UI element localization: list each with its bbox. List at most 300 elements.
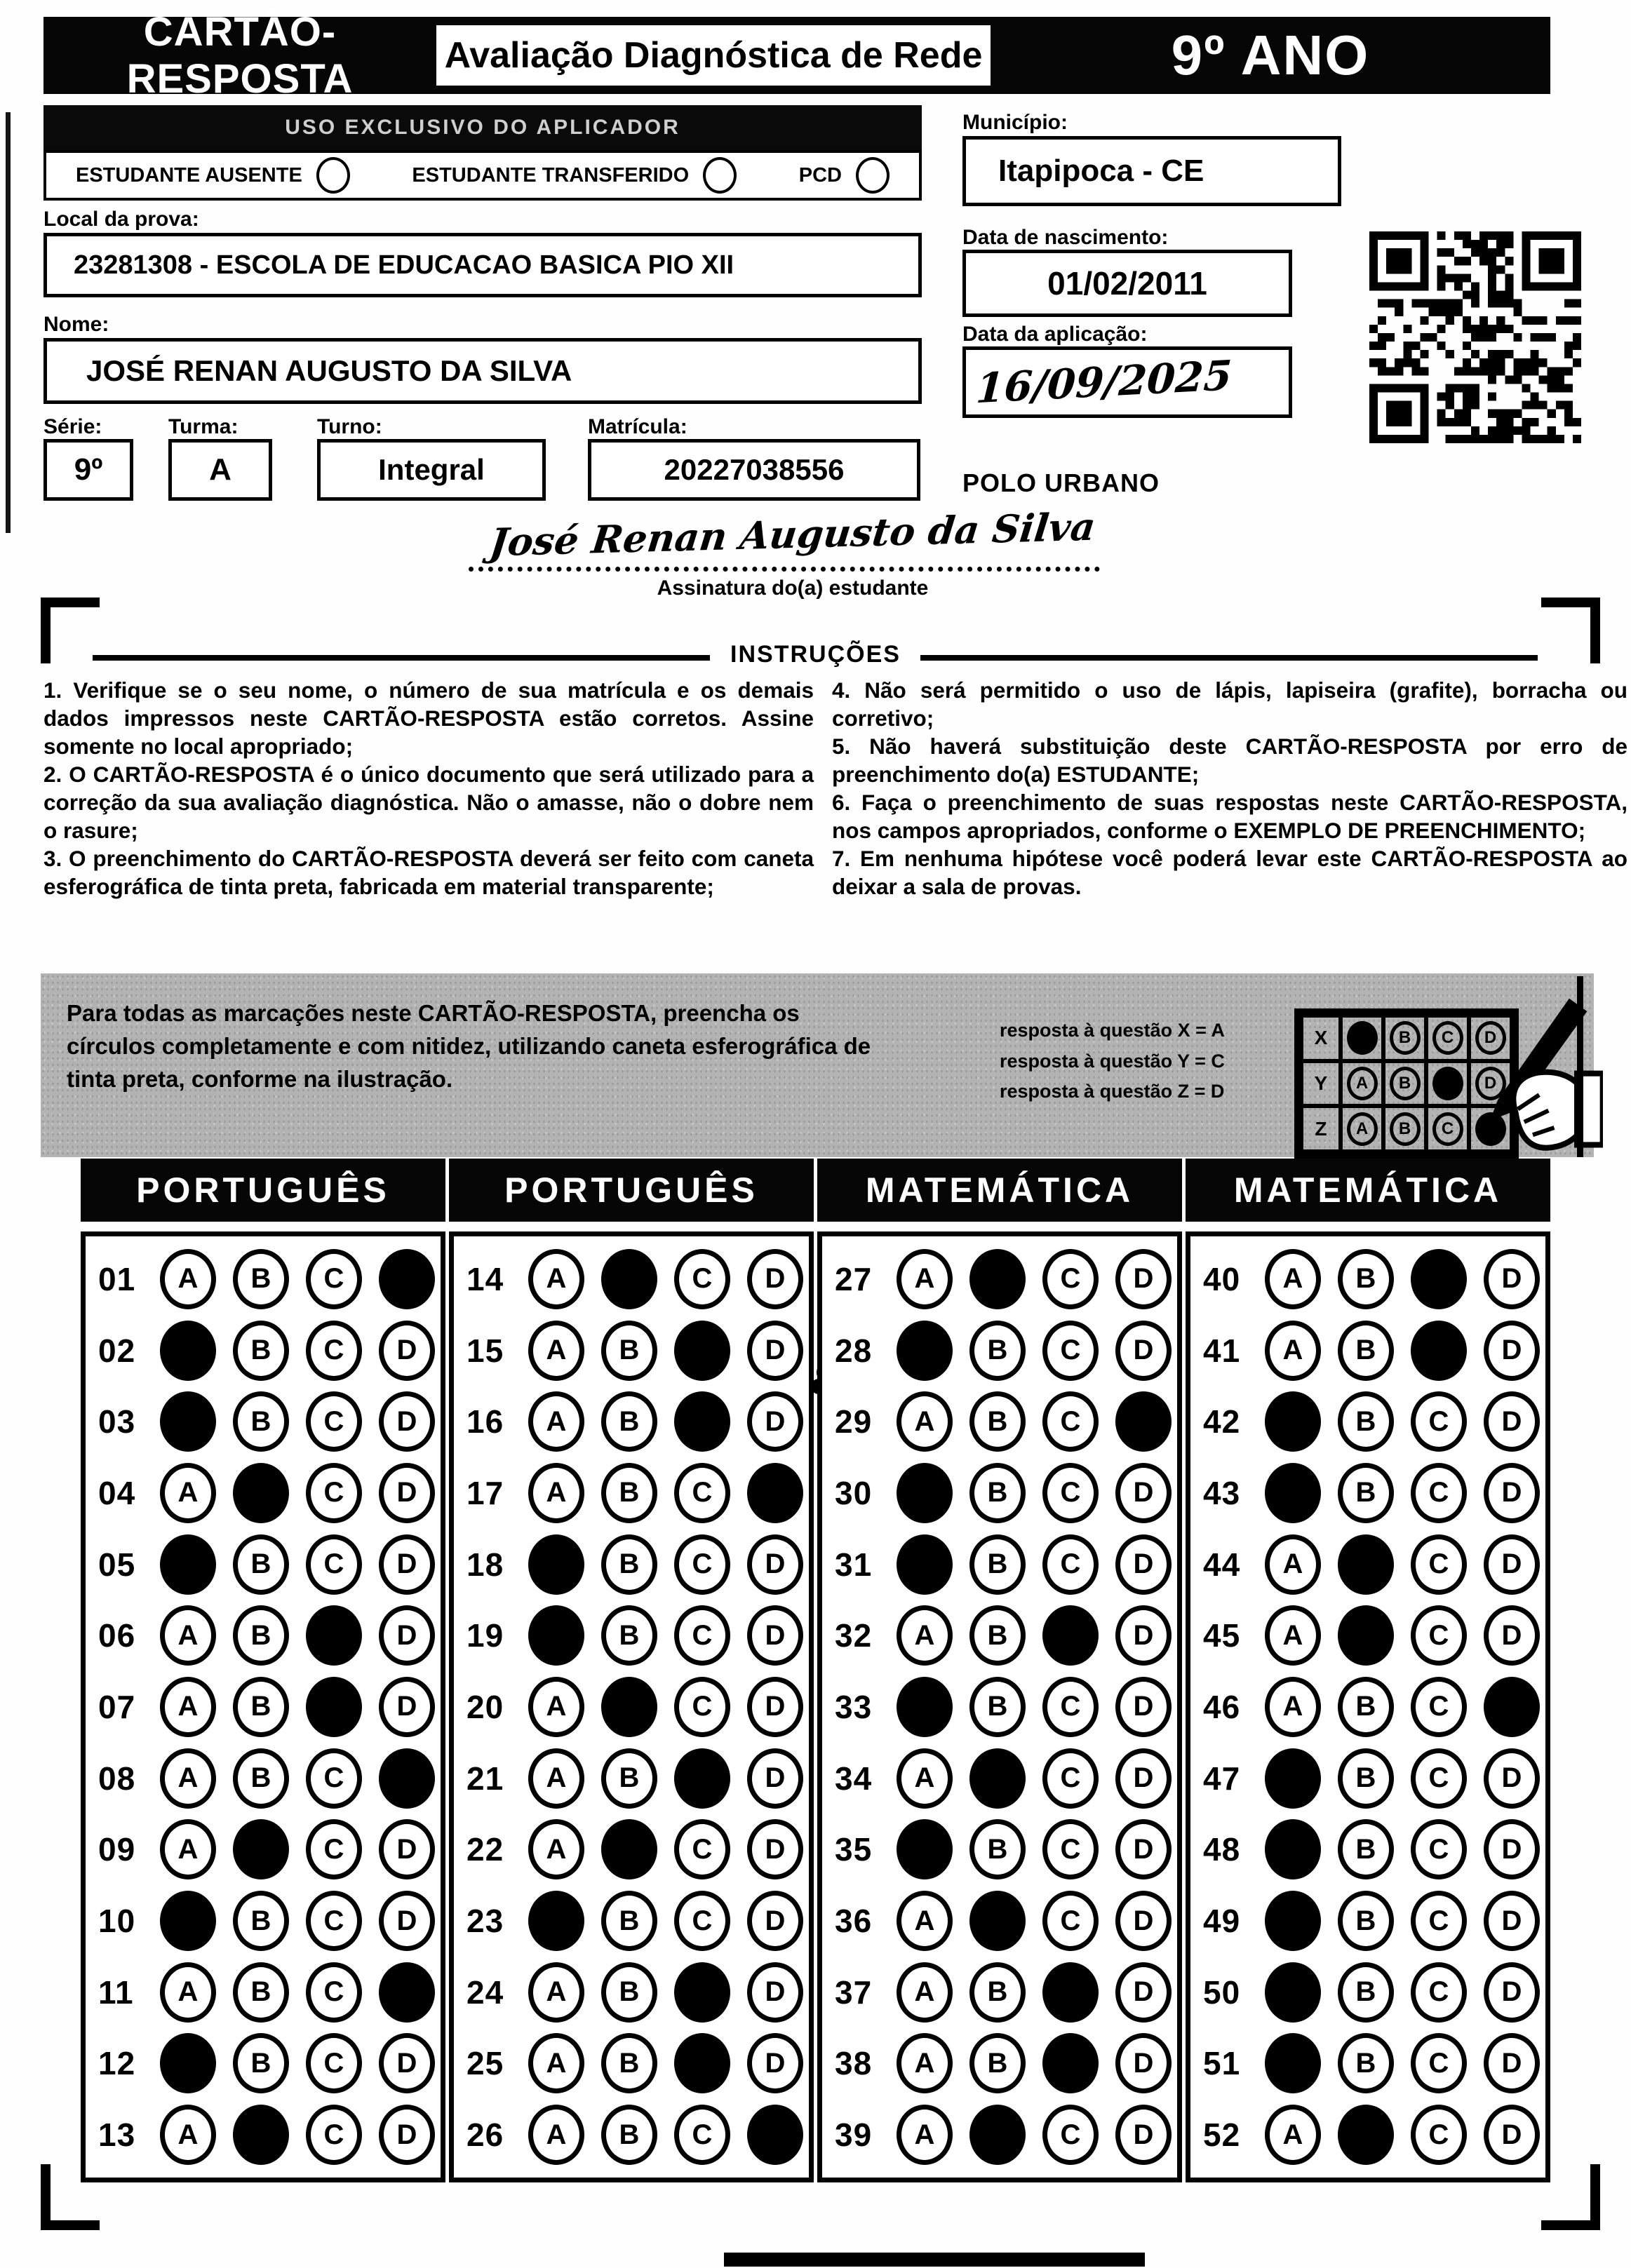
answer-bubble[interactable]: C xyxy=(1042,1819,1099,1879)
answer-bubble[interactable]: B xyxy=(601,1463,657,1523)
answer-bubble[interactable]: A xyxy=(897,1391,953,1452)
question-row xyxy=(1190,1243,1545,1315)
answer-bubble[interactable]: B xyxy=(1338,1463,1394,1523)
answer-bubble[interactable]: B xyxy=(601,1321,657,1381)
answer-bubble[interactable]: C xyxy=(306,2033,362,2093)
applicator-option-bubble[interactable] xyxy=(316,157,350,194)
header-bar xyxy=(43,9,1550,102)
answer-bubble[interactable]: C xyxy=(1411,2105,1467,2165)
answer-bubble[interactable]: D xyxy=(1115,2033,1172,2093)
answer-bubble[interactable]: D xyxy=(1115,1534,1172,1595)
answer-bubble[interactable]: D xyxy=(1484,1391,1540,1452)
applicator-option-label: PCD xyxy=(798,163,842,187)
answer-bubble-marked[interactable] xyxy=(897,1534,953,1595)
question-row xyxy=(822,1243,1177,1315)
answer-bubble[interactable]: A xyxy=(897,1748,953,1809)
question-row xyxy=(454,1671,809,1743)
answer-bubble[interactable]: D xyxy=(1484,1605,1540,1666)
answer-bubble[interactable]: B xyxy=(969,1605,1026,1666)
answer-bubble[interactable]: B xyxy=(969,1321,1026,1381)
example-bubble: B xyxy=(1390,1021,1421,1055)
example-bubble: C xyxy=(1432,1112,1463,1146)
serie-value: 9º xyxy=(74,452,103,487)
answer-bubble[interactable]: C xyxy=(1042,1463,1099,1523)
answer-bubble-marked[interactable] xyxy=(1042,1962,1099,2023)
answer-bubble[interactable]: C xyxy=(1411,1819,1467,1879)
answer-bubble-marked[interactable] xyxy=(1411,1321,1467,1381)
answer-bubble[interactable]: A xyxy=(160,1249,216,1309)
answer-bubble[interactable]: D xyxy=(1115,1819,1172,1879)
answer-bubble-marked[interactable] xyxy=(897,1463,953,1523)
answer-bubble[interactable]: C xyxy=(306,1463,362,1523)
answer-bubble[interactable]: A xyxy=(160,1962,216,2023)
answer-bubble[interactable]: C xyxy=(1411,1463,1467,1523)
question-row xyxy=(86,1957,441,2028)
answer-bubble-marked[interactable] xyxy=(379,1748,435,1809)
question-number: 05 xyxy=(98,1546,136,1583)
answer-bubble-marked[interactable] xyxy=(1265,1463,1321,1523)
answer-bubble[interactable]: C xyxy=(674,1463,730,1523)
question-row xyxy=(1190,1315,1545,1386)
answer-bubble[interactable]: D xyxy=(747,1534,803,1595)
answer-bubble[interactable]: D xyxy=(1484,1249,1540,1309)
answer-bubble[interactable]: D xyxy=(747,2033,803,2093)
answer-bubble-marked[interactable] xyxy=(1338,2105,1394,2165)
answer-bubble[interactable]: D xyxy=(379,1891,435,1951)
applicator-option-label: ESTUDANTE TRANSFERIDO xyxy=(412,163,690,187)
answer-bubble[interactable]: C xyxy=(1042,1891,1099,1951)
answer-bubble[interactable]: D xyxy=(1484,1819,1540,1879)
answer-bubble[interactable]: D xyxy=(1115,1321,1172,1381)
answer-bubble[interactable]: D xyxy=(747,1321,803,1381)
answer-bubble[interactable]: C xyxy=(1411,2033,1467,2093)
answer-bubble[interactable]: C xyxy=(306,1249,362,1309)
question-row xyxy=(454,1243,809,1315)
question-row xyxy=(822,1885,1177,1957)
polo-label: POLO URBANO xyxy=(962,468,1160,497)
data-nascimento-value: 01/02/2011 xyxy=(1047,265,1207,302)
answer-bubble-marked[interactable] xyxy=(233,1463,289,1523)
answer-bubble[interactable]: B xyxy=(233,1677,289,1737)
answer-bubble-marked[interactable] xyxy=(897,1677,953,1737)
answer-bubble[interactable]: D xyxy=(1115,1677,1172,1737)
answer-bubble[interactable]: D xyxy=(379,1819,435,1879)
answer-bubble[interactable]: D xyxy=(379,2033,435,2093)
question-number: 35 xyxy=(835,1831,873,1868)
answer-bubble[interactable]: A xyxy=(1265,1321,1321,1381)
answer-bubble-marked[interactable] xyxy=(306,1677,362,1737)
answer-bubble[interactable]: C xyxy=(1411,1605,1467,1666)
applicator-option-bubble[interactable] xyxy=(856,157,890,194)
answer-column xyxy=(81,1231,445,2182)
answer-bubble[interactable]: C xyxy=(306,1534,362,1595)
applicator-option-bubble[interactable] xyxy=(703,157,737,194)
answer-bubble-marked[interactable] xyxy=(528,1891,584,1951)
question-row xyxy=(86,1243,441,1315)
answer-bubble[interactable]: B xyxy=(1338,1391,1394,1452)
question-number: 30 xyxy=(835,1474,873,1511)
answer-bubble[interactable]: B xyxy=(1338,1962,1394,2023)
answer-bubble[interactable]: A xyxy=(528,1463,584,1523)
answer-bubble[interactable]: A xyxy=(160,1463,216,1523)
question-number: 45 xyxy=(1203,1617,1241,1654)
answer-bubble[interactable]: B xyxy=(233,2033,289,2093)
answer-bubble[interactable]: D xyxy=(1484,1463,1540,1523)
answer-bubble[interactable]: D xyxy=(1115,1962,1172,2023)
answer-bubble-marked[interactable] xyxy=(528,1605,584,1666)
instruction-item: 1. Verifique se o seu nome, o número de sua matrícula e os demais dados impressos neste CARTÃO-RESPOSTA estão corretos. Assine somente no local apropriado; xyxy=(43,677,814,759)
example-legend xyxy=(1000,1015,1225,1107)
question-number: 44 xyxy=(1203,1546,1241,1583)
answer-bubble[interactable]: B xyxy=(969,1534,1026,1595)
answer-bubble[interactable]: A xyxy=(528,1249,584,1309)
question-row xyxy=(1190,1671,1545,1743)
answer-bubble[interactable]: C xyxy=(674,1534,730,1595)
answer-bubble-marked[interactable] xyxy=(1042,1605,1099,1666)
answer-bubble-marked[interactable] xyxy=(969,2105,1026,2165)
answer-bubble[interactable]: D xyxy=(1484,2105,1540,2165)
question-number: 11 xyxy=(98,1973,134,2011)
answer-bubble[interactable]: D xyxy=(379,1391,435,1452)
question-number: 20 xyxy=(467,1688,504,1725)
question-row xyxy=(454,1457,809,1529)
question-row xyxy=(822,1671,1177,1743)
answer-bubble[interactable]: A xyxy=(897,1962,953,2023)
question-row xyxy=(822,2028,1177,2100)
answer-bubble[interactable]: C xyxy=(1042,2105,1099,2165)
answer-bubble[interactable]: D xyxy=(747,1962,803,2023)
answer-bubble[interactable]: A xyxy=(528,1819,584,1879)
answer-bubble[interactable]: D xyxy=(379,2105,435,2165)
answer-bubble-marked[interactable] xyxy=(160,1534,216,1595)
answer-bubble[interactable]: B xyxy=(601,1605,657,1666)
answer-bubble[interactable]: A xyxy=(528,1677,584,1737)
answer-bubble[interactable]: D xyxy=(379,1321,435,1381)
answer-bubble[interactable]: D xyxy=(1484,1891,1540,1951)
answer-bubble[interactable]: D xyxy=(379,1463,435,1523)
question-row xyxy=(454,1814,809,1886)
answer-bubble[interactable]: A xyxy=(160,1819,216,1879)
data-aplicacao-label: Data da aplicação: xyxy=(962,323,1148,346)
answer-bubble-marked[interactable] xyxy=(233,2105,289,2165)
answer-bubble-marked[interactable] xyxy=(747,1463,803,1523)
question-row xyxy=(86,1600,441,1671)
answer-bubble[interactable]: A xyxy=(528,1391,584,1452)
answer-bubble[interactable]: D xyxy=(379,1605,435,1666)
answer-bubble[interactable]: D xyxy=(1115,1748,1172,1809)
answer-bubble[interactable]: D xyxy=(747,1605,803,1666)
answer-bubble[interactable]: B xyxy=(233,1748,289,1809)
question-row xyxy=(454,1529,809,1600)
answer-bubble-marked[interactable] xyxy=(747,2105,803,2165)
answer-bubble[interactable]: D xyxy=(1115,2105,1172,2165)
answer-bubble-marked[interactable] xyxy=(528,1534,584,1595)
answer-bubble[interactable]: C xyxy=(306,1321,362,1381)
answer-bubble[interactable]: C xyxy=(306,1748,362,1809)
answer-bubble[interactable]: C xyxy=(306,1962,362,2023)
answer-bubble[interactable]: A xyxy=(1265,1677,1321,1737)
answer-bubble-marked[interactable] xyxy=(969,1249,1026,1309)
answer-bubble[interactable]: C xyxy=(1411,1962,1467,2023)
municipio-label: Município: xyxy=(962,111,1068,134)
question-number: 23 xyxy=(467,1903,504,1940)
signature-label: Assinatura do(a) estudante xyxy=(657,576,929,600)
data-nascimento-box xyxy=(962,250,1292,317)
example-bubble: A xyxy=(1347,1112,1378,1146)
answer-bubble-marked[interactable] xyxy=(379,1249,435,1309)
question-number: 16 xyxy=(467,1403,504,1440)
question-row xyxy=(86,1315,441,1386)
answer-column xyxy=(1186,1231,1550,2182)
answer-bubble[interactable]: A xyxy=(1265,1249,1321,1309)
answer-column xyxy=(449,1231,814,2182)
question-number: 28 xyxy=(835,1332,873,1369)
answer-bubble[interactable]: A xyxy=(1265,1605,1321,1666)
answer-bubble[interactable]: D xyxy=(1484,1962,1540,2023)
answer-bubble[interactable]: D xyxy=(747,1748,803,1809)
answer-bubble[interactable]: A xyxy=(528,2105,584,2165)
answer-bubble[interactable]: C xyxy=(306,1819,362,1879)
answer-bubble-marked[interactable] xyxy=(897,1819,953,1879)
answer-bubble[interactable]: C xyxy=(306,1391,362,1452)
example-row-label: X xyxy=(1301,1015,1341,1061)
marking-example-text: Para todas as marcações neste CARTÃO-RESPOSTA, preencha os círculos completamente e com nitidez, utilizando caneta esferográfica de tinta preta, conforme na ilustração. xyxy=(67,1000,871,1092)
answer-bubble-marked[interactable] xyxy=(160,2033,216,2093)
instruction-item: 2. O CARTÃO-RESPOSTA é o único documento que será utilizado para a correção da sua avaliação diagnóstica. Não o amasse, não o dobre nem o rasure; xyxy=(43,762,814,843)
instruction-item: 6. Faça o preenchimento de suas respostas neste CARTÃO-RESPOSTA, nos campos apropriados, conforme o EXEMPLO DE PREENCHIMENTO; xyxy=(832,790,1627,843)
answer-bubble[interactable]: C xyxy=(1042,1321,1099,1381)
answer-bubble-marked[interactable] xyxy=(1484,1677,1540,1737)
municipio-value: Itapipoca - CE xyxy=(998,154,1204,188)
question-number: 09 xyxy=(98,1831,136,1868)
question-row xyxy=(822,2099,1177,2171)
answer-bubble-marked[interactable] xyxy=(601,1819,657,1879)
question-number: 17 xyxy=(467,1474,504,1511)
answer-bubble[interactable]: D xyxy=(1115,1463,1172,1523)
answer-bubble[interactable]: B xyxy=(1338,1677,1394,1737)
answer-bubble[interactable]: C xyxy=(674,1891,730,1951)
question-row xyxy=(1190,1457,1545,1529)
answer-bubble-marked[interactable] xyxy=(233,1819,289,1879)
applicator-option xyxy=(799,157,890,194)
answer-bubble[interactable]: A xyxy=(160,1605,216,1666)
answer-bubble[interactable]: D xyxy=(1484,1534,1540,1595)
answer-bubble[interactable]: C xyxy=(674,1605,730,1666)
question-row xyxy=(86,1743,441,1814)
question-number: 04 xyxy=(98,1474,136,1511)
answer-bubble-marked[interactable] xyxy=(1265,1748,1321,1809)
answer-bubble[interactable]: A xyxy=(897,1605,953,1666)
answer-bubble[interactable]: A xyxy=(160,1748,216,1809)
answer-bubble[interactable]: A xyxy=(528,1321,584,1381)
answer-bubble[interactable]: A xyxy=(528,1962,584,2023)
question-number: 36 xyxy=(835,1903,873,1940)
answer-bubble-marked[interactable] xyxy=(1265,1962,1321,2023)
answer-bubble[interactable]: C xyxy=(1411,1391,1467,1452)
answer-bubble[interactable]: B xyxy=(601,1748,657,1809)
answer-bubble-marked[interactable] xyxy=(1338,1605,1394,1666)
answer-bubble[interactable]: D xyxy=(1115,1249,1172,1309)
answer-bubble[interactable]: A xyxy=(528,2033,584,2093)
answer-bubble-marked[interactable] xyxy=(1115,1391,1172,1452)
answer-bubble[interactable]: D xyxy=(1115,1891,1172,1951)
answer-bubble[interactable]: B xyxy=(1338,1819,1394,1879)
answer-bubble[interactable]: B xyxy=(233,1605,289,1666)
answer-bubble[interactable]: B xyxy=(969,1391,1026,1452)
answer-bubble[interactable]: B xyxy=(233,1891,289,1951)
answer-bubble[interactable]: D xyxy=(747,1677,803,1737)
answer-bubble-marked[interactable] xyxy=(674,1391,730,1452)
answer-bubble[interactable]: B xyxy=(601,2105,657,2165)
answer-bubble-marked[interactable] xyxy=(674,1748,730,1809)
question-number: 25 xyxy=(467,2045,504,2082)
answer-bubble-marked[interactable] xyxy=(1411,1249,1467,1309)
answer-bubble-marked[interactable] xyxy=(674,1321,730,1381)
answer-bubble[interactable]: B xyxy=(233,1391,289,1452)
example-cell xyxy=(1341,1106,1383,1152)
answer-bubble[interactable]: B xyxy=(1338,1321,1394,1381)
answer-bubble[interactable]: A xyxy=(160,1677,216,1737)
question-row xyxy=(86,2099,441,2171)
answer-bubble[interactable]: C xyxy=(674,1677,730,1737)
answer-bubble[interactable]: D xyxy=(1484,1321,1540,1381)
data-aplicacao-box[interactable] xyxy=(962,346,1292,418)
question-number: 46 xyxy=(1203,1688,1241,1725)
answer-bubble[interactable]: C xyxy=(674,1819,730,1879)
answer-bubble[interactable]: D xyxy=(379,1677,435,1737)
answer-bubble-marked[interactable] xyxy=(160,1391,216,1452)
subject-header: PORTUGUÊS xyxy=(449,1159,814,1222)
applicator-option-label: ESTUDANTE AUSENTE xyxy=(76,163,302,187)
answer-bubble-marked[interactable] xyxy=(160,1321,216,1381)
answer-bubble-marked[interactable] xyxy=(897,1321,953,1381)
answer-bubble[interactable]: B xyxy=(969,2033,1026,2093)
example-cell xyxy=(1383,1061,1426,1107)
example-legend-line: resposta à questão Y = C xyxy=(1000,1050,1225,1072)
answer-bubble[interactable]: B xyxy=(969,1819,1026,1879)
answer-bubble[interactable]: C xyxy=(1042,1534,1099,1595)
answer-bubble[interactable]: B xyxy=(233,1321,289,1381)
answer-bubble[interactable]: C xyxy=(1042,1249,1099,1309)
question-number: 47 xyxy=(1203,1760,1241,1797)
answer-bubble[interactable]: C xyxy=(674,1249,730,1309)
question-row xyxy=(454,1315,809,1386)
answer-bubble-marked[interactable] xyxy=(1042,2033,1099,2093)
answer-bubble[interactable]: A xyxy=(897,2033,953,2093)
answer-bubble-marked[interactable] xyxy=(601,1677,657,1737)
question-number: 33 xyxy=(835,1688,873,1725)
example-row-label: Y xyxy=(1301,1061,1341,1107)
answer-bubble[interactable]: A xyxy=(897,2105,953,2165)
answer-bubble[interactable]: C xyxy=(1411,1534,1467,1595)
answer-bubble-marked[interactable] xyxy=(379,1962,435,2023)
timing-mark-bar xyxy=(724,2253,1145,2267)
answer-bubble[interactable]: D xyxy=(379,1534,435,1595)
answer-bubble[interactable]: C xyxy=(1411,1891,1467,1951)
answer-bubble-marked[interactable] xyxy=(969,1891,1026,1951)
answer-bubble[interactable]: C xyxy=(1411,1748,1467,1809)
answer-bubble[interactable]: C xyxy=(674,2105,730,2165)
question-row xyxy=(454,2028,809,2100)
matricula-box xyxy=(588,439,920,501)
answer-bubble[interactable]: A xyxy=(1265,2105,1321,2165)
answer-bubble[interactable]: D xyxy=(747,1249,803,1309)
answer-bubble[interactable]: A xyxy=(160,2105,216,2165)
answer-bubble-marked[interactable] xyxy=(1265,1391,1321,1452)
question-number: 29 xyxy=(835,1403,873,1440)
assessment-title: Avaliação Diagnóstica de Rede xyxy=(444,35,983,76)
nome-box xyxy=(43,338,922,404)
answer-bubble[interactable]: B xyxy=(601,1891,657,1951)
answer-bubble[interactable]: C xyxy=(1042,1748,1099,1809)
answer-bubble[interactable]: D xyxy=(1484,1748,1540,1809)
answer-bubble[interactable]: C xyxy=(306,2105,362,2165)
answer-bubble[interactable]: C xyxy=(1042,1391,1099,1452)
answer-bubble[interactable]: B xyxy=(1338,1249,1394,1309)
question-row xyxy=(1190,1957,1545,2028)
answer-bubble[interactable]: A xyxy=(897,1249,953,1309)
answer-bubble[interactable]: B xyxy=(233,1249,289,1309)
question-number: 18 xyxy=(467,1546,504,1583)
answer-bubble[interactable]: A xyxy=(528,1748,584,1809)
answer-bubble-marked[interactable] xyxy=(1265,1891,1321,1951)
answer-bubble[interactable]: C xyxy=(306,1891,362,1951)
question-row xyxy=(454,1957,809,2028)
question-number: 26 xyxy=(467,2117,504,2154)
answer-bubble[interactable]: D xyxy=(747,1891,803,1951)
answer-bubble[interactable]: B xyxy=(233,1534,289,1595)
answer-bubble[interactable]: B xyxy=(601,1962,657,2023)
question-row xyxy=(1190,1885,1545,1957)
instruction-item: 3. O preenchimento do CARTÃO-RESPOSTA deverá ser feito com caneta esferográfica de tinta preta, fabricada em material transparente; xyxy=(43,846,814,899)
answer-bubble[interactable]: C xyxy=(1411,1677,1467,1737)
answer-bubble-marked[interactable] xyxy=(1265,1819,1321,1879)
answer-bubble-marked[interactable] xyxy=(601,1249,657,1309)
answer-bubble-marked[interactable] xyxy=(969,1748,1026,1809)
answer-bubble-marked[interactable] xyxy=(160,1891,216,1951)
answer-bubble[interactable]: B xyxy=(1338,1748,1394,1809)
answer-bubble-marked[interactable] xyxy=(1265,2033,1321,2093)
answer-bubble-marked[interactable] xyxy=(306,1605,362,1666)
answer-bubble[interactable]: B xyxy=(1338,1891,1394,1951)
answer-bubble[interactable]: B xyxy=(233,1962,289,2023)
answer-bubble[interactable]: B xyxy=(969,1677,1026,1737)
answer-bubble[interactable]: D xyxy=(747,1391,803,1452)
answer-bubble[interactable]: B xyxy=(969,1463,1026,1523)
answer-bubble[interactable]: A xyxy=(1265,1534,1321,1595)
question-number: 21 xyxy=(467,1760,504,1797)
answer-bubble[interactable]: B xyxy=(1338,2033,1394,2093)
answer-bubble[interactable]: C xyxy=(1042,1677,1099,1737)
answer-bubble-marked[interactable] xyxy=(674,1962,730,2023)
example-vertical-rule xyxy=(1577,976,1583,1157)
answer-bubble[interactable]: D xyxy=(1115,1605,1172,1666)
answer-bubble[interactable]: B xyxy=(601,1534,657,1595)
answer-bubble[interactable]: B xyxy=(601,1391,657,1452)
answer-bubble-marked[interactable] xyxy=(1338,1534,1394,1595)
answer-bubble-marked[interactable] xyxy=(674,2033,730,2093)
example-row-label: Z xyxy=(1301,1106,1341,1152)
municipio-box xyxy=(962,136,1341,206)
question-row xyxy=(1190,1600,1545,1671)
answer-bubble[interactable]: B xyxy=(969,1962,1026,2023)
answer-bubble[interactable]: D xyxy=(1484,2033,1540,2093)
answer-bubble[interactable]: A xyxy=(897,1891,953,1951)
answer-bubble[interactable]: D xyxy=(747,1819,803,1879)
question-number: 19 xyxy=(467,1617,504,1654)
answer-bubble[interactable]: B xyxy=(601,2033,657,2093)
example-bubble: D xyxy=(1475,1021,1506,1055)
